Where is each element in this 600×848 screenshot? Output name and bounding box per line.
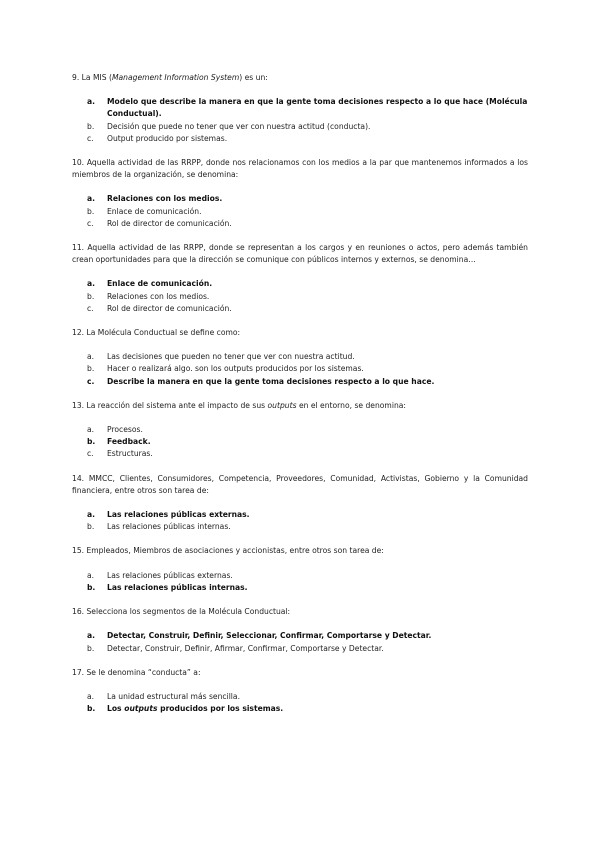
option-text-part: Los <box>107 704 125 714</box>
question-17 <box>72 667 528 716</box>
question-stem: 11. Aquella actividad de las RRPP, donde se representan a los cargos y en reuniones o actos, pero además también crean oportunidades para que la dirección se comunique con públicos internos y externos, se denomina… <box>72 243 528 265</box>
option-a <box>72 570 528 582</box>
stem-text: ) es un: <box>239 73 268 82</box>
option-text: Hacer o realizará algo. son los outputs producidos por los sistemas. <box>107 364 364 374</box>
option-b <box>72 582 528 594</box>
option-letter: a. <box>87 279 96 289</box>
question-15 <box>72 545 528 594</box>
option-text: Modelo que describe la manera en que la gente toma decisiones respecto a lo que hace (Molécula Conductual). <box>107 97 528 119</box>
document-page <box>72 72 528 715</box>
option-b <box>72 121 528 133</box>
option-a <box>72 691 528 703</box>
options-list <box>72 570 528 594</box>
question-stem: 14. MMCC, Clientes, Consumidores, Competencia, Proveedores, Comunidad, Activistas, Gobierno y la Comunidad financiera, entre otros son tarea de: <box>72 473 528 495</box>
option-b <box>72 521 528 533</box>
question-11 <box>72 242 528 315</box>
option-a <box>72 351 528 363</box>
option-letter: a. <box>87 691 95 701</box>
option-text: Relaciones con los medios. <box>107 194 223 204</box>
option-letter: a. <box>87 570 95 580</box>
option-letter: b. <box>87 364 95 374</box>
option-letter: b. <box>87 704 96 714</box>
option-c <box>72 218 528 230</box>
option-text: Las relaciones públicas externas. <box>107 570 233 580</box>
options-list <box>72 193 528 230</box>
options-list <box>72 351 528 388</box>
question-stem: 17. Se le denomina “conducta” a: <box>72 667 201 677</box>
question-stem <box>72 400 528 412</box>
option-letter: c. <box>87 133 94 143</box>
option-text: Decisión que puede no tener que ver con nuestra actitud (conducta). <box>107 121 371 131</box>
option-text: La unidad estructural más sencilla. <box>107 691 240 701</box>
option-text: Las relaciones públicas internas. <box>107 522 231 532</box>
option-a <box>72 424 528 436</box>
option-letter: a. <box>87 510 96 520</box>
option-letter: a. <box>87 631 96 641</box>
option-text: Las relaciones públicas externas. <box>107 510 250 520</box>
question-stem <box>72 72 528 84</box>
option-text: Procesos. <box>107 425 143 435</box>
option-letter: a. <box>87 194 96 204</box>
stem-italic-text: outputs <box>267 400 297 410</box>
option-a <box>72 630 528 642</box>
option-b <box>72 363 528 375</box>
option-letter: b. <box>87 522 95 532</box>
option-b <box>72 291 528 303</box>
option-a <box>72 193 528 205</box>
stem-text: 9. La MIS ( <box>72 73 112 82</box>
question-stem: 16. Selecciona los segmentos de la Molécula Conductual: <box>72 607 291 617</box>
options-list <box>72 509 528 533</box>
option-c <box>72 303 528 315</box>
option-letter: a. <box>87 352 95 362</box>
option-b <box>72 436 528 448</box>
option-text: Enlace de comunicación. <box>107 279 213 289</box>
question-stem: 12. La Molécula Conductual se define como: <box>72 328 241 338</box>
option-letter: c. <box>87 303 94 313</box>
question-12 <box>72 327 528 388</box>
option-text: Enlace de comunicación. <box>107 206 202 216</box>
question-stem: 15. Empleados, Miembros de asociaciones y accionistas, entre otros son tarea de: <box>72 546 384 556</box>
stem-text: 13. La reacción del sistema ante el impacto de sus <box>72 400 268 410</box>
option-text: Estructuras. <box>107 449 153 459</box>
option-a <box>72 96 528 120</box>
option-text: Detectar, Construir, Definir, Seleccionar, Confirmar, Comportarse y Detectar. <box>107 631 432 641</box>
option-c <box>72 133 528 145</box>
option-letter: a. <box>87 97 96 107</box>
option-letter: c. <box>87 376 95 386</box>
option-text: Feedback. <box>107 437 151 447</box>
option-text: Rol de director de comunicación. <box>107 303 232 313</box>
options-list <box>72 630 528 654</box>
question-16 <box>72 606 528 655</box>
option-b <box>72 206 528 218</box>
option-b <box>72 703 528 715</box>
option-b <box>72 643 528 655</box>
option-letter: b. <box>87 121 95 131</box>
option-a <box>72 278 528 290</box>
options-list <box>72 96 528 145</box>
option-c <box>72 376 528 388</box>
option-text: Detectar, Construir, Definir, Afirmar, Confirmar, Comportarse y Detectar. <box>107 643 384 653</box>
option-text-part: producidos por los sistemas. <box>157 704 284 714</box>
question-9 <box>72 72 528 145</box>
option-text: Relaciones con los medios. <box>107 291 210 301</box>
option-letter: c. <box>87 218 94 228</box>
option-text: Describe la manera en que la gente toma decisiones respecto a lo que hace. <box>107 376 435 386</box>
question-10 <box>72 157 528 230</box>
question-14 <box>72 473 528 534</box>
option-letter: b. <box>87 437 96 447</box>
stem-text: en el entorno, se denomina: <box>296 400 406 410</box>
option-text: Output producido por sistemas. <box>107 133 228 143</box>
option-letter: b. <box>87 206 95 216</box>
question-stem: 10. Aquella actividad de las RRPP, donde nos relacionamos con los medios a la par que mantenemos informados a los miembros de la organización, se denomina: <box>72 158 528 180</box>
option-a <box>72 509 528 521</box>
options-list <box>72 691 528 715</box>
option-letter: a. <box>87 425 95 435</box>
stem-italic-text: Management Information System <box>111 73 240 82</box>
option-text <box>107 703 528 715</box>
option-c <box>72 448 528 460</box>
option-letter: b. <box>87 643 95 653</box>
options-list <box>72 424 528 461</box>
option-text: Rol de director de comunicación. <box>107 218 232 228</box>
option-letter: b. <box>87 291 95 301</box>
option-italic-text: outputs <box>124 704 158 714</box>
question-13 <box>72 400 528 461</box>
option-letter: c. <box>87 449 94 459</box>
options-list <box>72 278 528 315</box>
option-text: Las decisiones que pueden no tener que ver con nuestra actitud. <box>107 352 355 362</box>
option-text: Las relaciones públicas internas. <box>107 582 248 592</box>
option-letter: b. <box>87 582 96 592</box>
